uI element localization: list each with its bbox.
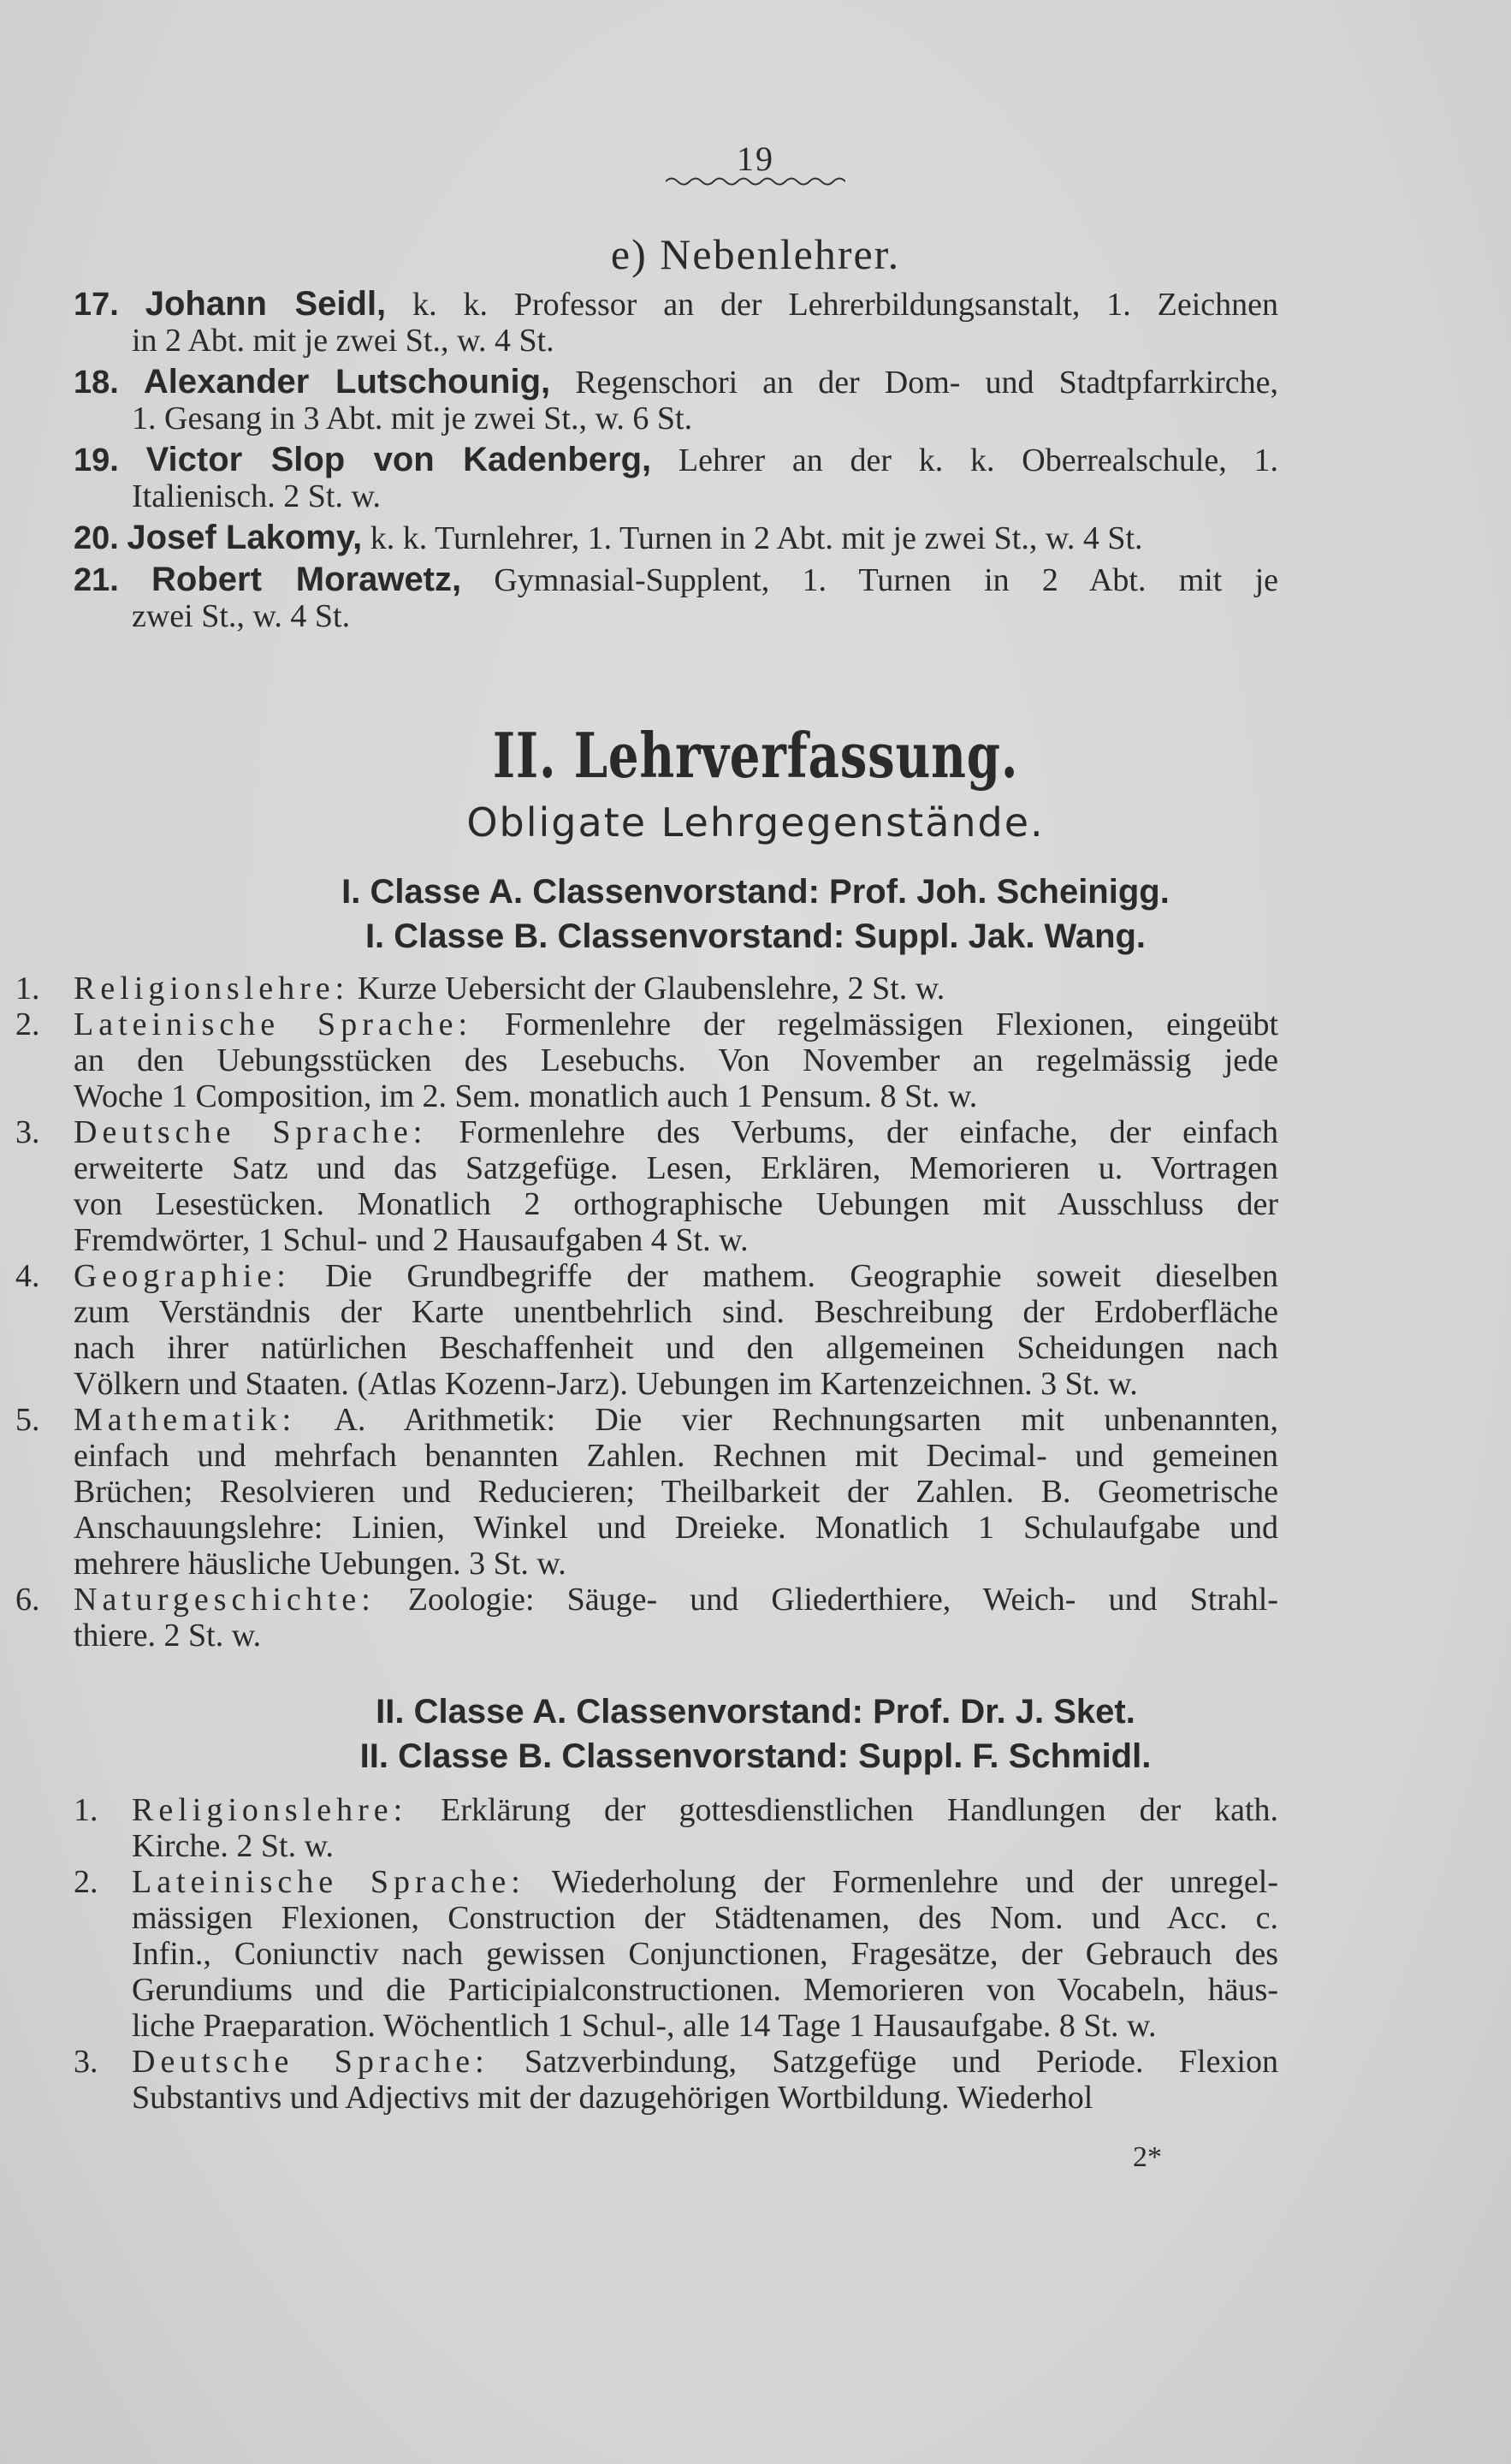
class-1-subjects xyxy=(15,971,1278,1654)
class-1b-heading: I. Classe B. Classenvorstand: Suppl. Jak. Wang. xyxy=(364,917,1147,955)
class-2a-heading: II. Classe A. Classenvorstand: Prof. Dr. J. Sket. xyxy=(376,1693,1135,1731)
subject-item: 2. Lateinische Sprache: Wiederholung der Formenlehre und der unregel- mässigen Flexionen, Construction der Städtenamen, des Nom. und Acc. c. Infin., Coniunctiv nach gewissen Conjunctionen, Fragesätze, der Gebrauch des Gerundiums und die Participialconstructionen. Memorieren von Vocabeln, häus- liche Praeparation. Wöchentlich 1 Schul-, alle 14 Tage 1 Hausaufgabe. 8 St. w. xyxy=(74,1864,1278,2044)
page-number: 19 xyxy=(0,139,1511,187)
subject-item: 5. Mathematik: A. Arithmetik: Die vier Rechnungsarten mit unbenannten, einfach und mehrfach benannten Zahlen. Rechnen mit Decimal- und gemeinen Brüchen; Resolvieren und Reducieren; Theilbarkeit der Zahlen. B. Geometrische Anschauungslehre: Linien, Winkel und Dreieke. Monatlich 1 Schulaufgabe und mehrere häusliche Uebungen. 3 St. w. xyxy=(15,1402,1278,1582)
teacher-list xyxy=(74,286,1278,634)
subject-item: 2. Lateinische Sprache: Formenlehre der regelmässigen Flexionen, eingeübt an den Uebungsstücken des Lesebuchs. Von November an regelmässig jede Woche 1 Composition, im 2. Sem. monatlich auch 1 Pensum. 8 St. w. xyxy=(15,1006,1278,1114)
subject-item: 1. Religionslehre: Erklärung der gottesdienstlichen Handlungen der kath. Kirche. 2 St. w. xyxy=(74,1792,1278,1864)
teacher-entry: 19. Victor Slop von Kadenberg, Lehrer an der k. k. Oberrealschule, 1. Italienisch. 2 St. w. xyxy=(74,441,1278,514)
teacher-entry: 20. Josef Lakomy, k. k. Turnlehrer, 1. Turnen in 2 Abt. mit je zwei St., w. 4 St. xyxy=(74,519,1143,556)
subject-item: 3. Deutsche Sprache: Formenlehre des Verbums, der einfache, der einfach erweiterte Satz und das Satzgefüge. Lesen, Erklären, Memorieren u. Vortragen von Lesestücken. Monatlich 2 orthographische Uebungen mit Ausschluss der Fremdwörter, 1 Schul- und 2 Hausaufgaben 4 St. w. xyxy=(15,1114,1278,1258)
subject-item: 4. Geographie: Die Grundbegriffe der mathem. Geographie soweit dieselben zum Verständnis der Karte unentbehrlich sind. Beschreibung der Erdoberfläche nach ihrer natürlichen Beschaffenheit und den allgemeinen Scheidungen nach Völkern und Staaten. (Atlas Kozenn-Jarz). Uebungen im Kartenzeichnen. 3 St. w. xyxy=(15,1258,1278,1402)
subject-item: 6. Naturgeschichte: Zoologie: Säuge- und Gliederthiere, Weich- und Strahl- thiere. 2 St. w. xyxy=(15,1582,1278,1654)
teacher-entry: 17. Johann Seidl, k. k. Professor an der Lehrerbildungsanstalt, 1. Zeichnen in 2 Abt. mit je zwei St., w. 4 St. xyxy=(74,285,1278,359)
class-2b-heading: II. Classe B. Classenvorstand: Suppl. F. Schmidl. xyxy=(359,1737,1152,1775)
section-ii-subtitle: Obligate Lehrgegenstände. xyxy=(466,799,1045,846)
signature-mark: 2* xyxy=(1133,2141,1162,2173)
teacher-entry: 18. Alexander Lutschounig, Regenschori an der Dom- und Stadtpfarrkirche, 1. Gesang in 3 Abt. mit je zwei St., w. 6 St. xyxy=(74,363,1279,436)
subject-item: 1. Religionslehre: Kurze Uebersicht der Glaubenslehre, 2 St. w. xyxy=(15,971,945,1006)
teacher-entry: 21. Robert Morawetz, Gymnasial-Supplent, 1. Turnen in 2 Abt. mit je zwei St., w. 4 St. xyxy=(74,561,1278,634)
class-1a-heading: I. Classe A. Classenvorstand: Prof. Joh. Scheinigg. xyxy=(341,873,1170,911)
class-2-subjects xyxy=(74,1792,1278,2116)
subject-item: 3. Deutsche Sprache: Satzverbindung, Satzgefüge und Periode. Flexion Substantivs und Adjectivs mit der dazugehörigen Wortbildung. Wiederhol xyxy=(74,2044,1278,2116)
section-e-title: e) Nebenlehrer. xyxy=(610,230,901,278)
section-ii-title: II. Lehrverfassung. xyxy=(492,719,1019,792)
